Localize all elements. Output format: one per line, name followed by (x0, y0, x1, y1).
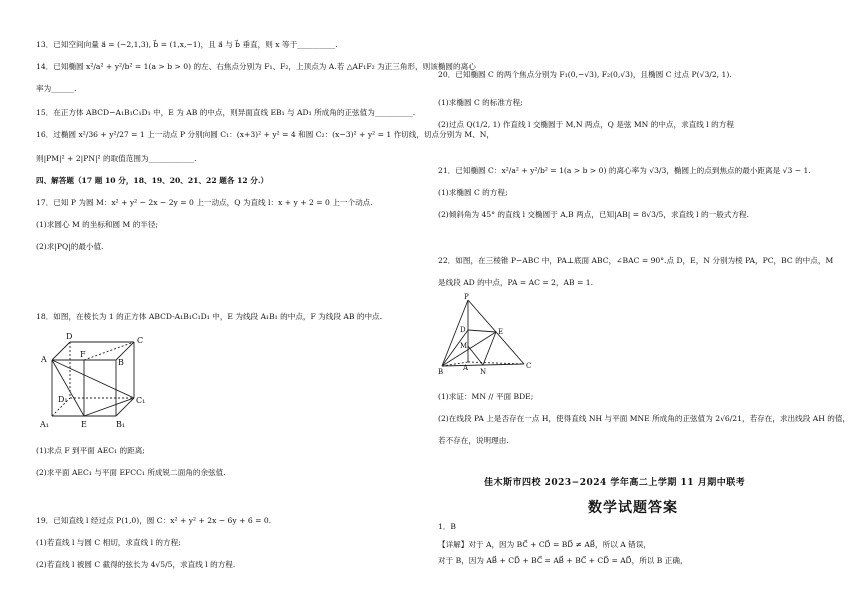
question-17-part-2: (2)求|PQ|的最小值. (36, 242, 104, 251)
question-20: 20．已知椭圆 C 的两个焦点分别为 F₁(0,−√3), F₂(0,√3)，且椭圆 C 过点 P(√3/2, 1). (438, 70, 732, 79)
question-15: 15．在正方体 ABCD−A₁B₁C₁D₁ 中，E 为 AB 的中点，则异面直线 EB₁ 与 AD₁ 所成角的正弦值为__________. (36, 108, 416, 117)
cube-figure (36, 330, 156, 432)
cube-label-d: D (66, 332, 73, 341)
question-16-cont: 则|PM|² + 2|PN|² 的取值范围为____________. (36, 154, 197, 163)
question-19-part-1: (1)若直线 l 与圆 C 相切，求直线 l 的方程; (36, 538, 181, 547)
question-14: 14．已知椭圆 x²/a² + y²/b² = 1(a > b > 0) 的左、右焦点分别为 F₁、F₂，上顶点为 A.若 △AF₁F₂ 为正三角形，则该椭圆的离心 (36, 62, 476, 71)
answer-1-detail-b: 对于 B，因为 AB⃗ + CD⃗ + BC⃗ = AB⃗ + BC⃗ + CD⃗ = AD⃗，所以 B 正确， (438, 556, 688, 565)
cube-label-a1: A₁ (40, 420, 49, 429)
question-19-part-2: (2)若直线 l 被圆 C 截得的弦长为 4√5/5，求直线 l 的方程. (36, 560, 236, 569)
cube-label-f: F (80, 350, 86, 359)
pyramid-label-e: E (498, 328, 504, 336)
pyramid-label-a: A (463, 364, 469, 372)
cube-label-e: E (81, 420, 87, 429)
question-17-part-1: (1)求圆心 M 的坐标和圆 M 的半径; (36, 220, 159, 229)
question-17: 17．已知 P 为圆 M：x² + y² − 2x − 2y = 0 上一动点，Q 为直线 l：x + y + 2 = 0 上一个动点. (36, 198, 373, 207)
question-19: 19．已知直线 l 经过点 P(1,0)，圆 C：x² + y² + 2x − 6y + 6 = 0. (36, 516, 272, 525)
answer-subtitle: 数学试题答案 (588, 500, 678, 516)
question-21-part-1: (1)求椭圆 C 的方程; (438, 188, 508, 197)
question-22-part-2: (2)在线段 PA 上是否存在一点 H，使得直线 NH 与平面 MNE 所成角的正弦值为 2√6/21，若存在，求出线段 AH 的值， (438, 414, 851, 423)
question-21-part-2: (2)倾斜角为 45° 的直线 l 交椭圆于 A,B 两点，已知|AB| = 8√3/5，求直线 l 的一般式方程. (438, 210, 749, 219)
cube-label-a: A (41, 355, 47, 364)
question-18: 18．如图，在棱长为 1 的正方体 ABCD-A₁B₁C₁D₁ 中，E 为线段 A₁B₁ 的中点，F 为线段 AB 的中点. (36, 312, 383, 321)
question-21: 21．已知椭圆 C：x²/a² + y²/b² = 1(a > b > 0) 的离心率为 √3/3，椭圆上的点到焦点的最小距离是 √3 − 1. (438, 166, 811, 175)
question-14-cont: 率为______. (36, 84, 77, 93)
answer-1: 1．B (438, 522, 457, 531)
question-22: 22．如图，在三棱锥 P−ABC 中，PA⊥底面 ABC，∠BAC = 90°.点 D，E，N 分别为棱 PA，PC，BC 的中点，M (438, 256, 834, 265)
cube-label-b1: B₁ (116, 420, 126, 429)
answer-title: 佳木斯市四校 2023−2024 学年高二上学期 11 月期中联考 (484, 478, 746, 488)
question-22-cont: 是线段 AD 的中点，PA = AC = 2，AB = 1. (438, 278, 594, 287)
cube-label-c: C (137, 336, 144, 345)
cube-label-d1: D₁ (58, 395, 68, 404)
question-18-part-1: (1)求点 F 到平面 AEC₁ 的距离; (36, 446, 145, 455)
pyramid-label-p: P (464, 293, 469, 301)
pyramid-label-n: N (480, 368, 487, 376)
question-20-part-2: (2)过点 Q(1/2, 1) 作直线 l 交椭圆于 M,N 两点，Q 是弦 MN 的中点，求直线 l 的方程 (438, 120, 734, 129)
pyramid-figure (438, 292, 538, 376)
pyramid-label-c: C (526, 362, 532, 370)
pyramid-label-d: D (460, 326, 466, 334)
question-22-part-2-cont: 若不存在，说明理由. (438, 436, 509, 445)
question-18-part-2: (2)求平面 AEC₁ 与平面 EFCC₁ 所成锐二面角的余弦值. (36, 468, 226, 477)
section-heading-4: 四、解答题（17 题 10 分，18、19、20、21、22 题各 12 分.） (36, 176, 269, 185)
pyramid-label-m: M (460, 342, 468, 350)
cube-label-c1: C₁ (136, 396, 146, 405)
question-22-part-1: (1)求证：MN // 平面 BDE; (438, 392, 534, 401)
pyramid-label-b: B (438, 368, 444, 376)
cube-label-b: B (118, 358, 124, 367)
question-20-part-1: (1)求椭圆 C 的标准方程; (438, 98, 523, 107)
answer-1-detail-a: 【详解】对于 A，因为 BC⃗ + CD⃗ = BD⃗ ≠ AB⃗，所以 A 错误， (438, 540, 651, 549)
question-13: 13．已知空间向量 a⃗ = (−2,1,3), b⃗ = (1,x,−1)，且 a⃗ 与 b⃗ 垂直，则 x 等于__________. (36, 40, 338, 49)
right-column (438, 0, 851, 608)
question-16: 16．过椭圆 x²/36 + y²/27 = 1 上一动点 P 分别向圆 C₁：(x+3)² + y² = 4 和圆 C₂：(x−3)² + y² = 1 作切线，切点分别为 M、N， (36, 130, 494, 139)
